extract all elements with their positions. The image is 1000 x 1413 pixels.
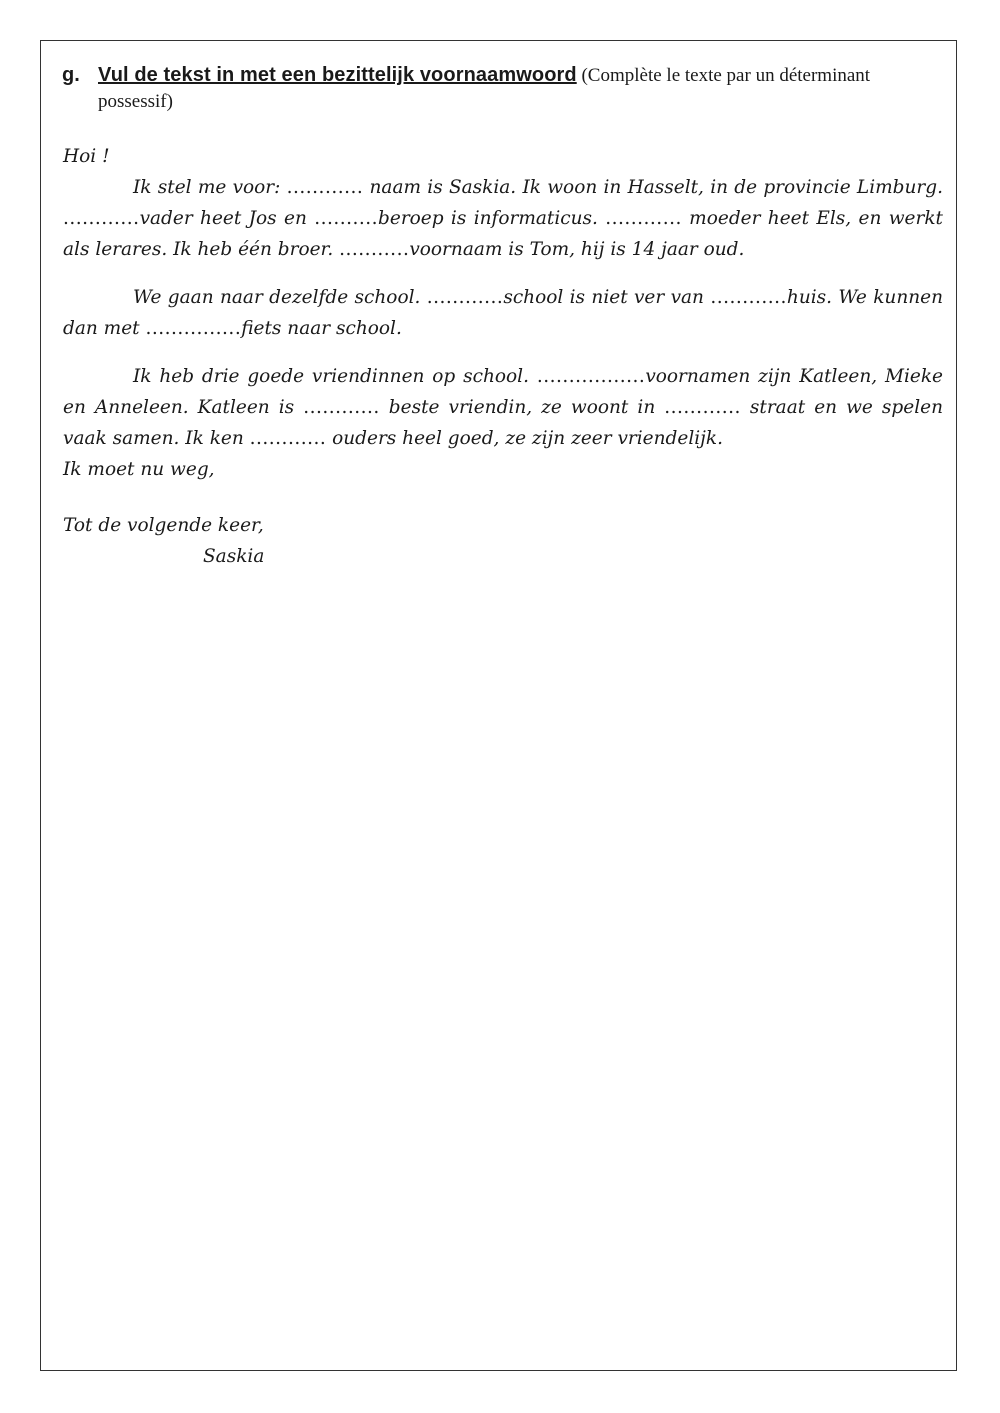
text-segment: fiets naar school. [241, 318, 402, 339]
fill-in-blank[interactable]: ............... [145, 318, 242, 339]
exercise-title: Vul de tekst in met een bezittelijk voornaamwoord [98, 64, 577, 86]
fill-in-blank[interactable]: ................. [536, 366, 646, 387]
letter-closing: Tot de volgende keer, [63, 515, 264, 536]
exercise-letter: g. [62, 64, 80, 86]
paragraph-1 [63, 172, 943, 265]
text-segment: straat en we spelen vaak samen. Ik ken [63, 397, 943, 449]
fill-in-blank[interactable]: ............ [605, 208, 682, 229]
fill-in-blank[interactable]: .......... [314, 208, 379, 229]
paragraph-2 [63, 282, 943, 344]
text-segment: naam is Saskia. Ik woon in Hasselt, in de provincie Limburg. [363, 177, 943, 198]
fill-in-blank[interactable]: ............ [249, 428, 327, 449]
text-segment: ouders heel goed, ze zijn zeer vriendelijk. [326, 428, 723, 449]
text-segment: Ik stel me voor: [133, 177, 287, 198]
paragraph-3 [63, 361, 943, 454]
text-segment: We gaan naar dezelfde school. [133, 287, 427, 308]
text-segment: Ik heb drie goede vriendinnen op school. [133, 366, 537, 387]
letter-body [63, 141, 943, 572]
text-segment: school is niet ver van [503, 287, 711, 308]
letter-greeting: Hoi ! [63, 146, 110, 167]
fill-in-blank[interactable]: ............ [303, 397, 380, 418]
text-segment: beroep is informaticus. [378, 208, 606, 229]
text-segment: vader heet Jos en [139, 208, 315, 229]
fill-in-blank[interactable]: ............ [286, 177, 364, 198]
paragraph-gap [63, 344, 943, 361]
exercise-heading [62, 62, 932, 115]
fill-in-blank[interactable]: ........... [339, 239, 410, 260]
letter-signature: Saskia [203, 546, 265, 567]
text-segment: voornaam is Tom, hij is 14 jaar oud. [409, 239, 745, 260]
paragraph-gap [63, 265, 943, 282]
text-segment: voornamen zijn Katleen, Mieke en Anneleen. Katleen is [63, 366, 943, 418]
letter-leaving-line: Ik moet nu weg, [63, 459, 215, 480]
fill-in-blank[interactable]: ............ [664, 397, 741, 418]
text-segment: huis. We kunnen dan met [63, 287, 944, 339]
closing-block [63, 510, 943, 572]
text-segment: moeder heet Els, en werkt als lerares. Ik heb één broer. [63, 208, 943, 260]
text-segment: beste vriendin, ze woont in [379, 397, 665, 418]
exercise-heading-body [98, 62, 932, 115]
fill-in-blank[interactable]: ............ [63, 208, 140, 229]
fill-in-blank[interactable]: ............ [710, 287, 787, 308]
exercise-subtitle: (Complète le texte par un déterminant possessif) [98, 65, 871, 112]
fill-in-blank[interactable]: ............ [426, 287, 504, 308]
